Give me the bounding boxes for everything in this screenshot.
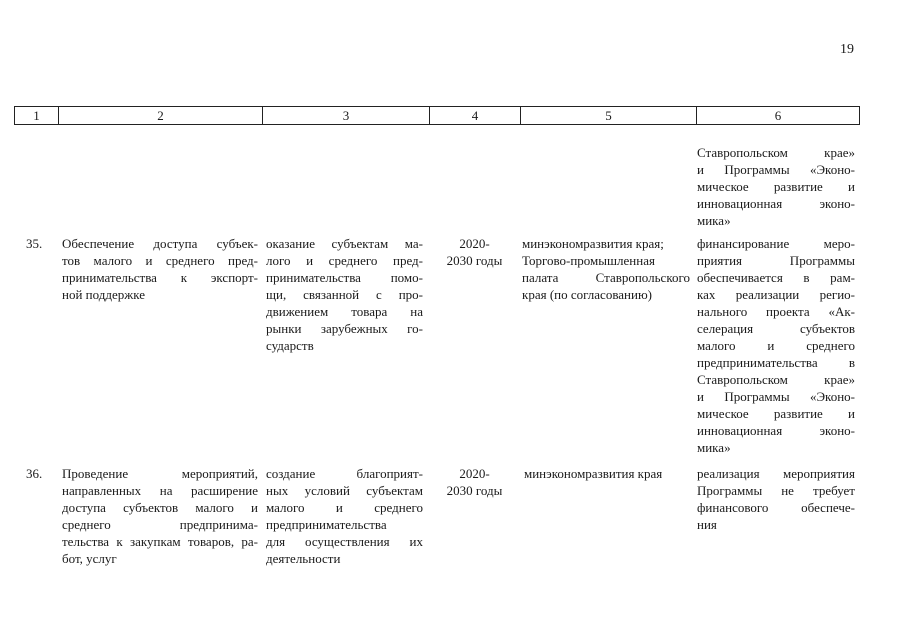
text-line: рынки зарубежных го-	[266, 321, 423, 336]
row-35-measure	[62, 235, 258, 303]
header-col-5: 5	[521, 107, 697, 125]
text-line: Обеспечение доступа субъек-	[62, 236, 258, 251]
text-line: мика»	[697, 213, 731, 228]
text-line: деятельности	[266, 551, 341, 566]
text-line: бот, услуг	[62, 551, 117, 566]
text-line: палата Ставропольского	[522, 270, 690, 285]
text-line: финансового обеспече-	[697, 500, 855, 515]
row-36-content	[266, 465, 423, 567]
text-line: 2030 годы	[446, 483, 503, 498]
text-line: мическое развитие и	[697, 179, 855, 194]
text-line: ках реализации регио-	[697, 287, 855, 302]
header-col-2: 2	[59, 107, 263, 125]
text-line: инновационная эконо-	[697, 196, 855, 211]
text-line: оказание субъектам ма-	[266, 236, 423, 251]
text-line: мическое развитие и	[697, 406, 855, 421]
text-line: минэкономразвития края	[524, 466, 663, 481]
text-line: щи, связанной с про-	[266, 287, 423, 302]
page-number: 19	[840, 42, 854, 57]
text-line: обеспечивается в рам-	[697, 270, 855, 285]
header-col-4: 4	[430, 107, 521, 125]
text-line: тов малого и среднего пред-	[62, 253, 258, 268]
text-line: ной поддержке	[62, 287, 145, 302]
text-line: создание благоприят-	[266, 466, 423, 481]
header-col-1: 1	[15, 107, 59, 125]
header-col-6: 6	[697, 107, 860, 125]
text-line: лого и среднего пред-	[266, 253, 423, 268]
text-line: среднего предпринима-	[62, 517, 258, 532]
text-line: реализация мероприятия	[697, 466, 855, 481]
text-line: движением товара на	[266, 304, 423, 319]
row-35-number: 35.	[26, 236, 43, 251]
text-line: и Программы «Эконо-	[697, 389, 855, 404]
text-line: доступа субъектов малого и	[62, 500, 258, 515]
text-line: малого и среднего	[697, 338, 855, 353]
text-line: мика»	[697, 440, 731, 455]
row-36-responsible	[524, 465, 692, 482]
row-35-responsible	[522, 235, 690, 303]
text-line: Торгово-промышленная	[522, 253, 655, 268]
row-35-content	[266, 235, 423, 354]
text-line: 2020-	[459, 236, 490, 251]
text-line: и Программы «Эконо-	[697, 162, 855, 177]
text-line: минэкономразвития края;	[522, 236, 664, 251]
row-36-period	[432, 465, 517, 499]
row-36-financing	[697, 465, 855, 533]
text-line: края (по согласованию)	[522, 287, 653, 302]
row-35-financing	[697, 235, 855, 456]
text-line: 2030 годы	[446, 253, 503, 268]
row-36-number: 36.	[26, 466, 43, 481]
text-line: тельства к закупкам товаров, ра-	[62, 534, 258, 549]
text-line: предпринимательства в	[697, 355, 855, 370]
text-line: нального проекта «Ак-	[697, 304, 855, 319]
text-line: Проведение мероприятий,	[62, 466, 258, 481]
text-line: ных условий субъектам	[266, 483, 423, 498]
text-line: для осуществления их	[266, 534, 423, 549]
text-line: ния	[697, 517, 717, 532]
text-line: сударств	[266, 338, 314, 353]
header-col-3: 3	[263, 107, 430, 125]
text-line: Ставропольском крае»	[697, 145, 855, 160]
text-line: Ставропольском крае»	[697, 372, 855, 387]
table-header	[14, 106, 860, 125]
text-line: инновационная эконо-	[697, 423, 855, 438]
text-line: предпринимательства	[266, 517, 387, 532]
text-line: селерация субъектов	[697, 321, 855, 336]
text-line: приятия Программы	[697, 253, 855, 268]
text-line: направленных на расширение	[62, 483, 258, 498]
text-line: принимательства помо-	[266, 270, 423, 285]
text-line: финансирование меро-	[697, 236, 855, 251]
text-line: малого и среднего	[266, 500, 423, 515]
text-line: принимательства к экспорт-	[62, 270, 258, 285]
row-36-measure	[62, 465, 258, 567]
row-35-period	[432, 235, 517, 269]
text-line: Программы не требует	[697, 483, 855, 498]
text-line: 2020-	[459, 466, 490, 481]
continuation-col6	[697, 144, 855, 229]
